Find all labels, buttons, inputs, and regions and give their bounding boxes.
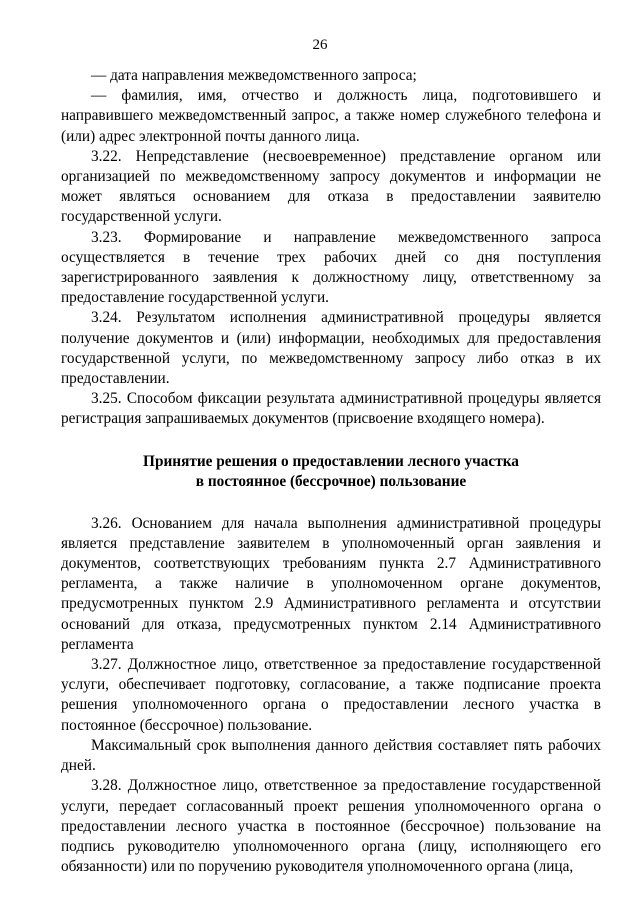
paragraph-3-28: 3.28. Должностное лицо, ответственное за предоставление государственной услуги, передает согласованный проект решения уполномоченного органа о предоставлении лесного участка в постоянное (бессрочное) пользование на подпись руководителю уполномоченного органа (лицу, исполняющего его обязанности) или по поручению руководителя уполномоченного органа (лица, [61,777,601,876]
section-heading [61,452,601,492]
section-heading-line-1: Принятие решения о предоставлении лесного участка [143,452,519,470]
paragraph-3-25: 3.25. Способом фиксации результата административной процедуры является регистрация запрашиваемых документов (присвоение входящего номера). [61,390,601,428]
paragraph-3-23: 3.23. Формирование и направление межведомственного запроса осуществляется в течение трех рабочих дней со дня поступления зарегистрированного заявления к должностному лицу, ответственному за предоставление государственной услуги. [61,228,601,307]
paragraph-3-22: 3.22. Непредставление (несвоевременное) представление органом или организацией по межведомственному запросу документов и информации не может являться основанием для отказа в предоставлении заявителю государственной услуги. [61,147,601,226]
paragraph-dash-date: — дата направления межведомственного запроса; [91,67,417,84]
paragraph-max-term: Максимальный срок выполнения данного действия составляет пять рабочих дней. [61,736,601,775]
paragraph-3-27: 3.27. Должностное лицо, ответственное за предоставление государственной услуги, обеспечивает подготовку, согласование, а также подписание проекта решения уполномоченного органа о предоставлении лесного участка в постоянное (бессрочное) пользование. [61,656,601,734]
paragraph-dash-name: — фамилия, имя, отчество и должность лица, подготовившего и направившего межведомственный запрос, а также номер служебного телефона и (или) адрес электронной почты данного лица. [61,87,601,145]
section-heading-line-2: в постоянное (бессрочное) пользование [195,472,467,490]
paragraph-3-26: 3.26. Основанием для начала выполнения административной процедуры является представление заявителем в уполномоченный орган заявления и документов, соответствующих требованиям пункта 2.7 Административного регламента, а также наличие в уполномоченном органе документов, предусмотренных пунктом 2.9 Административного регламента и отсутствии оснований для отказа, предусмотренных пунктом 2.14 Административного регламента [61,514,601,653]
paragraph-3-24: 3.24. Результатом исполнения административной процедуры является получение документов и (или) информации, необходимых для предоставления государственной услуги, по межведомственному запросу либо отказ в их предоставлении. [61,309,601,388]
document-body [61,66,601,877]
page-number: 26 [312,37,328,53]
